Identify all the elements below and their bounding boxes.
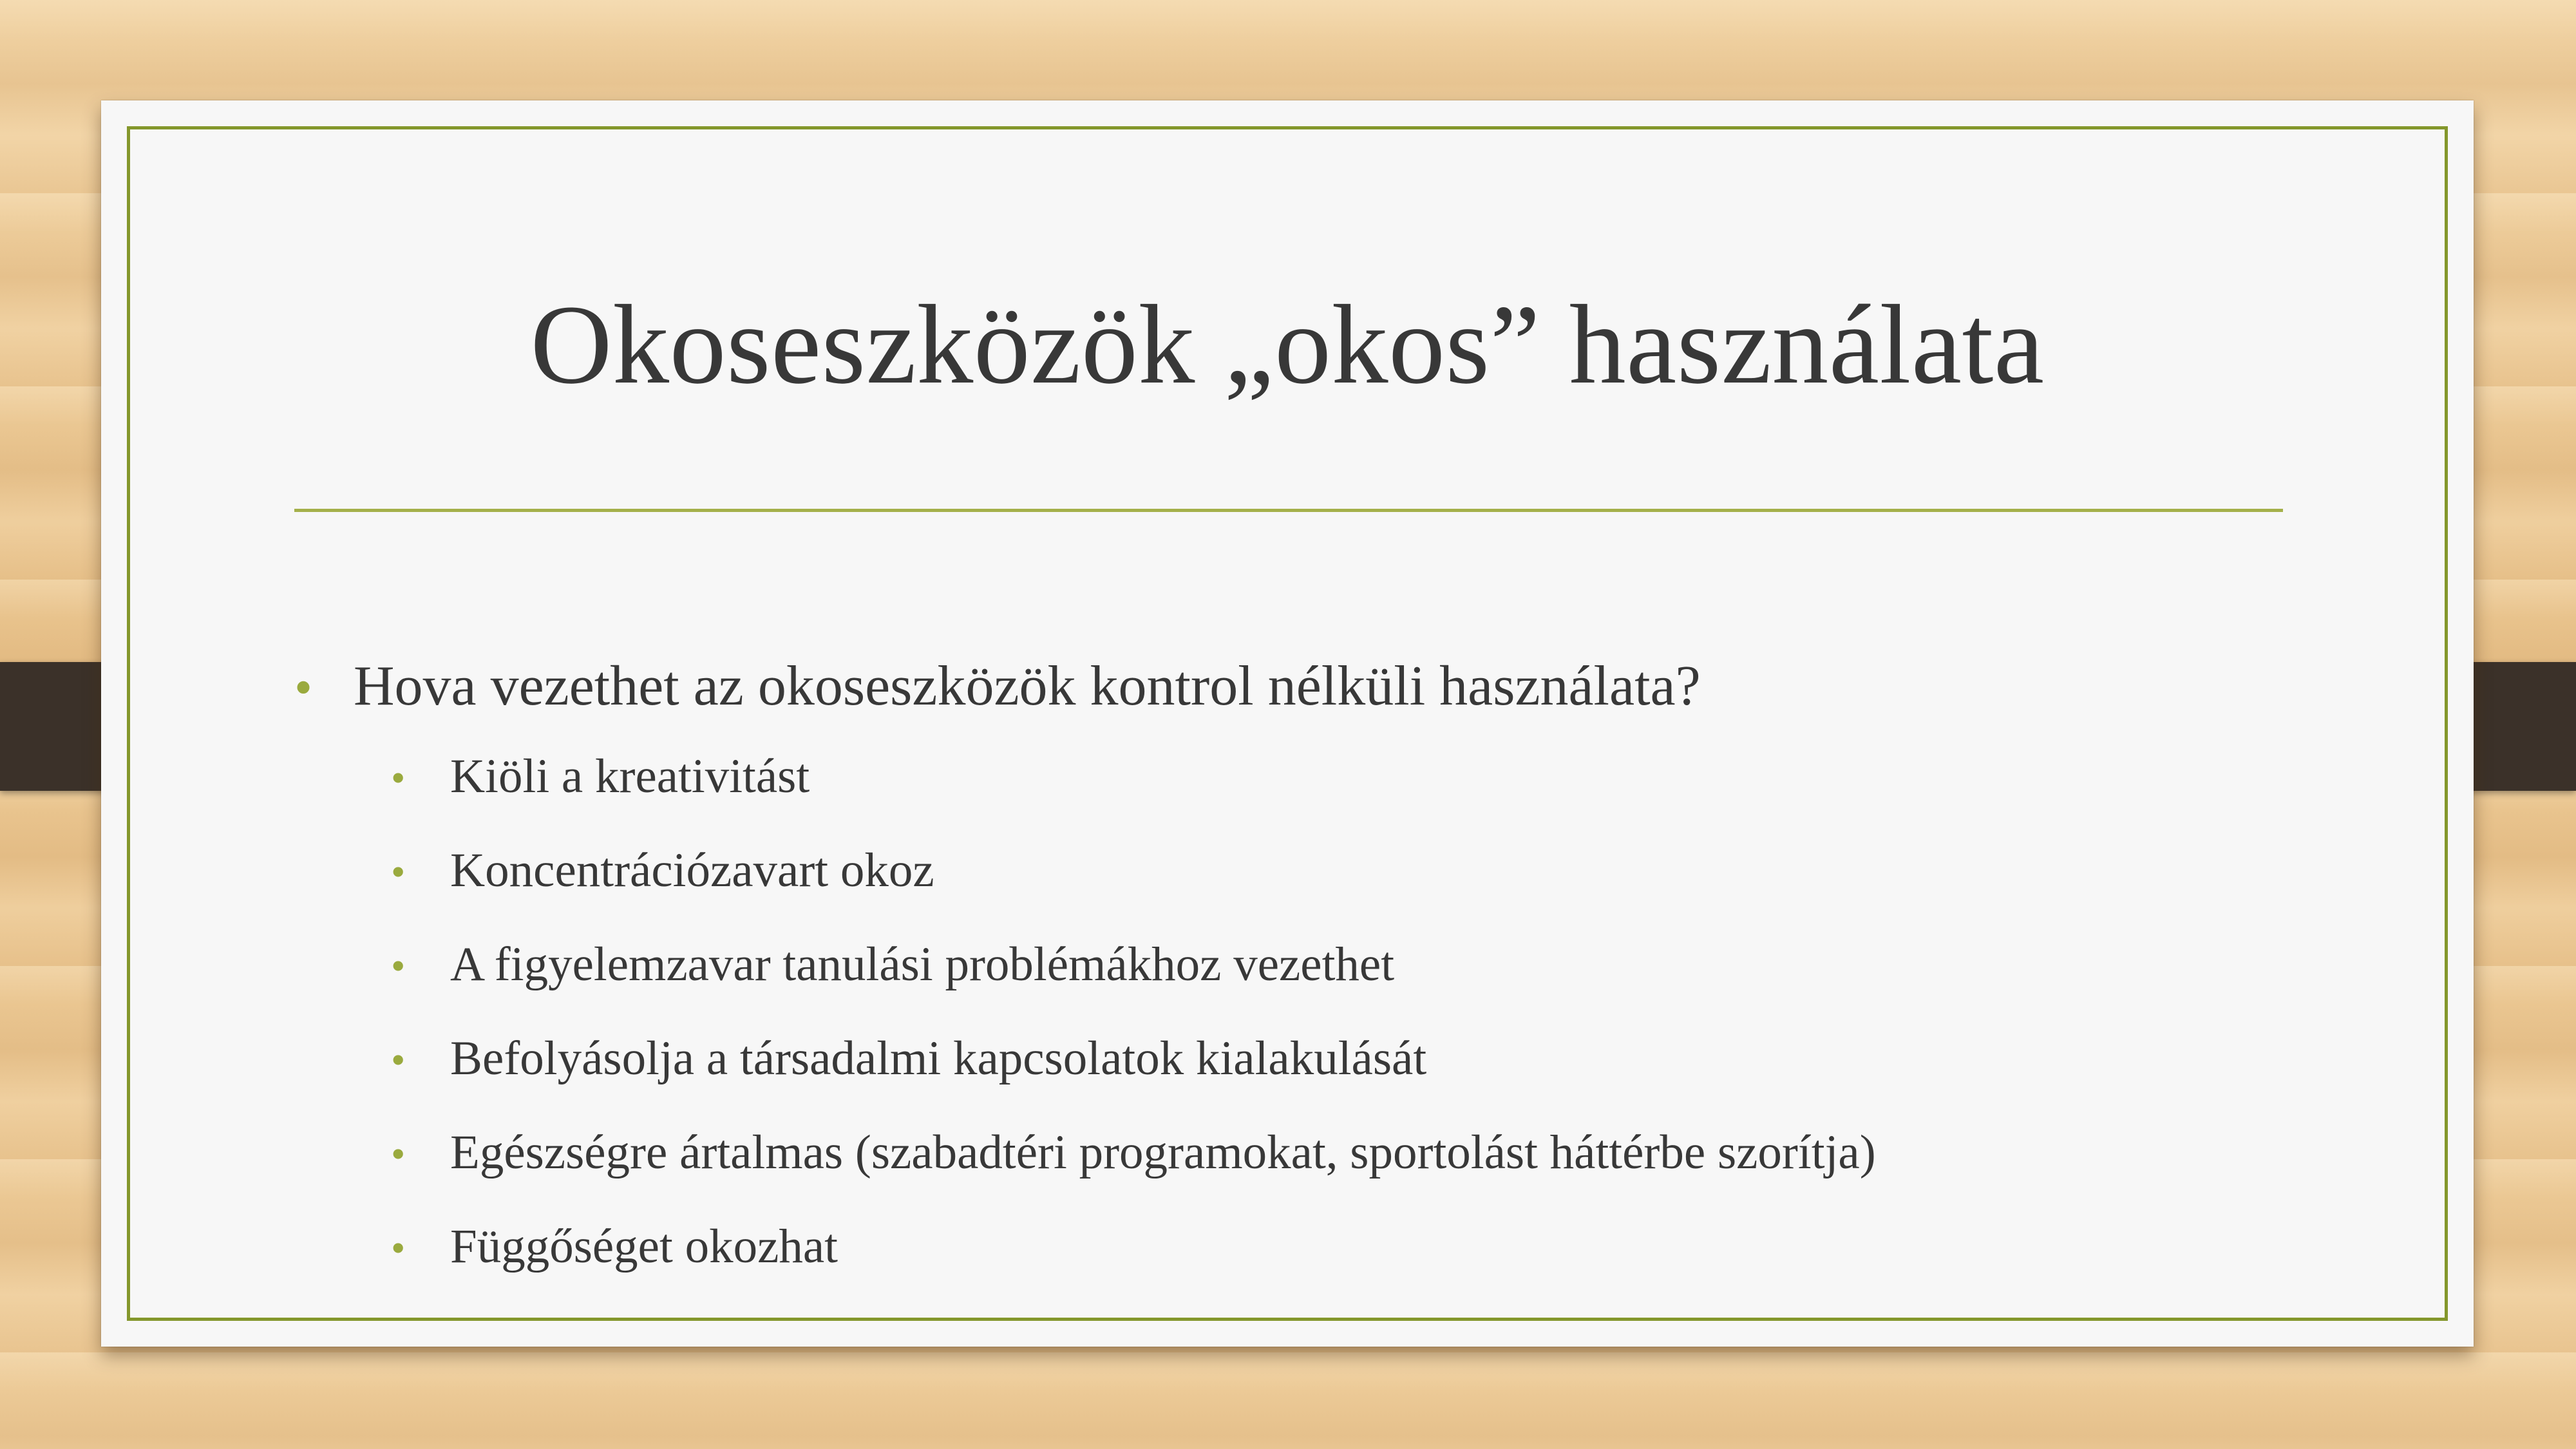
slide-card bbox=[101, 100, 2474, 1347]
sub-bullet-text: Egészségre ártalmas (szabadtéri programokat, sportolást háttérbe szorítja) bbox=[450, 1126, 1876, 1179]
title-divider bbox=[294, 509, 2283, 512]
list-item bbox=[391, 1033, 2323, 1127]
bullet-dot: • bbox=[294, 659, 313, 716]
list-item bbox=[391, 1221, 2323, 1315]
sub-bullet-text: Koncentrációzavart okoz bbox=[450, 844, 934, 897]
bullet-dot: • bbox=[391, 943, 406, 989]
list-item bbox=[391, 1127, 2323, 1221]
bullet-dot: • bbox=[391, 849, 406, 895]
bullet-dot: • bbox=[391, 1131, 406, 1177]
bullet-dot: • bbox=[391, 1037, 406, 1083]
sub-bullet-text: Befolyásolja a társadalmi kapcsolatok kialakulását bbox=[450, 1032, 1427, 1085]
sub-bullet-text: A figyelemzavar tanulási problémákhoz vezethet bbox=[450, 938, 1395, 991]
slide-title: Okoseszközök „okos” használata bbox=[530, 282, 2045, 408]
main-bullet-text: Hova vezethet az okoseszközök kontrol nélküli használata? bbox=[354, 655, 1701, 717]
list-item bbox=[391, 751, 2323, 845]
main-bullet-item bbox=[294, 654, 1701, 720]
bullet-dot: • bbox=[391, 755, 406, 800]
list-item bbox=[391, 845, 2323, 939]
list-item bbox=[391, 939, 2323, 1033]
sub-bullet-text: Kiöli a kreativitást bbox=[450, 750, 810, 803]
sub-bullet-list bbox=[391, 751, 2323, 1315]
sub-bullet-text: Függőséget okozhat bbox=[450, 1220, 838, 1273]
bullet-dot: • bbox=[391, 1225, 406, 1271]
